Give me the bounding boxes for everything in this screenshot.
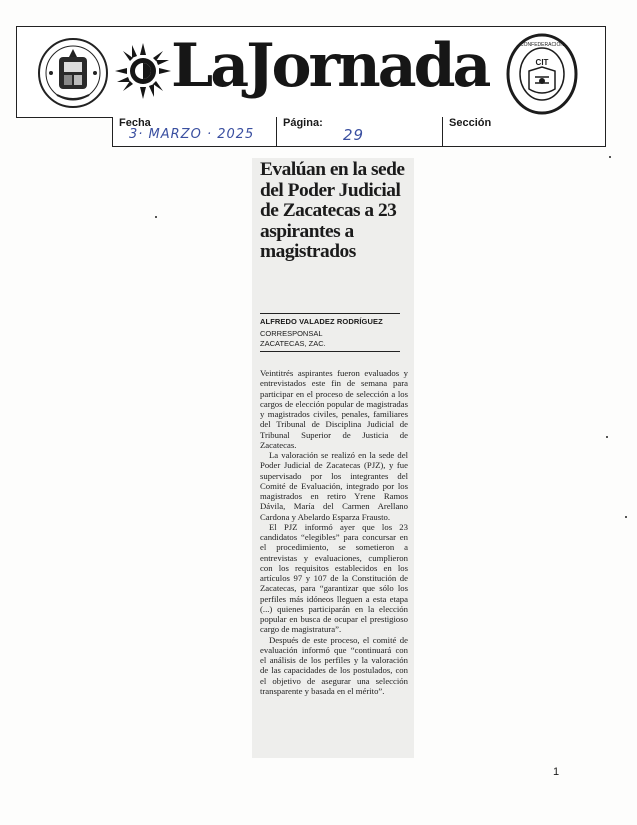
seal-ring-text: CONFEDERACIÓN — [520, 42, 564, 48]
scan-speck — [625, 516, 627, 518]
sun-icon — [113, 41, 173, 101]
pagina-cell — [277, 117, 443, 146]
article-byline: ALFREDO VALADEZ RODRÍGUEZ — [260, 317, 383, 326]
la-jornada-logo — [113, 31, 503, 109]
seccion-cell — [443, 117, 605, 146]
article-body — [260, 368, 408, 696]
seccion-label: Sección — [449, 117, 492, 129]
article-paragraph: Veintitrés aspirantes fueron evaluados y entrevistados este fin de semana para participar en el proceso de selección a los cargos de elección popular de magistradas y magistrados civiles, penales, familiares del Tribunal de Disciplina Judicial de Tribunal Superior de Justicia de Zacatecas. — [260, 368, 408, 450]
article-clipping — [252, 158, 414, 758]
article-paragraph: La valoración se realizó en la sede del Poder Judicial de Zacatecas (PJZ), y fue supervisado por los integrantes del Comité de Evaluación, integrado por los magistrados en retiro Yrene Ramos Dávila, María del Carmen Arellano Cardona y Abelardo Esparza Frausto. — [260, 450, 408, 522]
cit-seal-logo — [501, 33, 583, 115]
fecha-label: Fecha — [119, 117, 151, 129]
seal-abbrev: CIT — [535, 58, 549, 67]
article-paragraph: El PJZ informó ayer que los 23 candidatos “elegibles” para concursar en el procedimiento, se sometieron a entrevistas y evaluaciones, cumplieron con los requisitos establecidos en los artículos 97 y 107 de la Constitución de Zacatecas, para “garantizar que sólo los perfiles más idóneos lleguen a esta etapa (...) quienes participarán en la elección popular en busca de ocupar el prestigioso cargo de magistratura”. — [260, 521, 408, 635]
masthead-title: LaJornada — [171, 31, 489, 101]
scan-speck — [609, 156, 611, 158]
masthead-header — [16, 26, 606, 118]
page-number: 1 — [553, 766, 560, 778]
fecha-value: 3· MARZO · 2025 — [129, 127, 255, 142]
clipping-meta-row — [112, 117, 606, 147]
pagina-value: 29 — [343, 126, 365, 144]
scan-speck — [155, 216, 157, 218]
article-paragraph: Después de este proceso, el comité de evaluación informó que “continuará con el análisis de los perfiles y la valoración de las capacidades de los postulados, con el objetivo de asegurar una selección transparente y basada en el mérito”. — [260, 634, 408, 696]
byline-top-rule — [260, 313, 400, 314]
scan-speck — [606, 436, 608, 438]
article-role: CORRESPONSAL — [260, 329, 323, 338]
judicial-seal-logo — [37, 37, 109, 109]
byline-bottom-rule — [260, 351, 400, 352]
pagina-label: Página: — [283, 117, 323, 129]
fecha-cell — [113, 117, 277, 146]
article-headline: Evalúan en la sede del Poder Judicial de Zacatecas a 23 aspirantes a magistrados — [260, 159, 405, 263]
article-location: ZACATECAS, ZAC. — [260, 339, 326, 348]
